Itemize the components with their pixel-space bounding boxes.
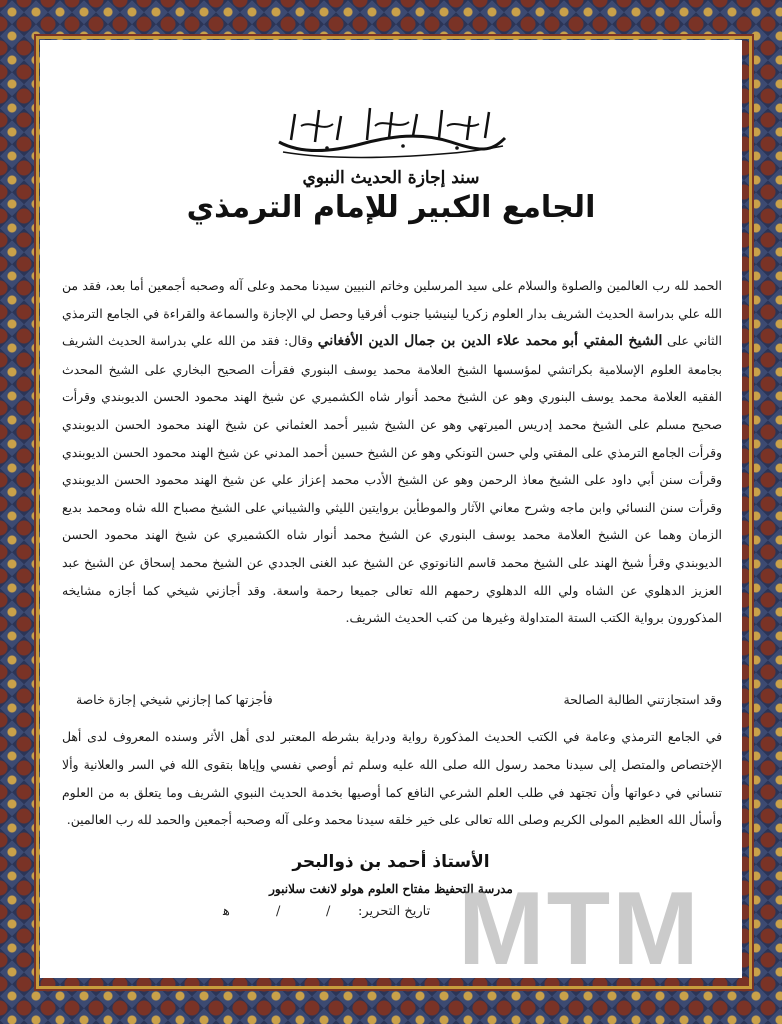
basmala-calligraphy [271, 102, 511, 160]
hijri-marker: ﻫ [223, 904, 230, 919]
request-text: وقد استجازتني الطالبة الصالحة [563, 692, 722, 707]
school-name: مدرسة التحفيظ مفتاح العلوم هولو لانغت سلانبور [269, 882, 513, 896]
teacher-name: الشيخ المفتي أبو محمد علاء الدين بن جمال الدين الأفغاني [317, 333, 663, 350]
certificate-page [40, 40, 742, 978]
granted-text: فأجزتها كما إجازني شيخي إجازة خاصة [76, 692, 273, 707]
date-separator: / [326, 904, 331, 919]
paragraph-chain: وقال: فقد من الله علي بدراسة الحديث الشريف بجامعة العلوم الإسلامية بكراتشي لمؤسسها الشيخ العلامة محمد يوسف البنوري فقرأت الصحيح البخاري على الشيخ المحدث الفقيه العلامة محمد يوسف البنوري وهو عن الشيخ محمد أنوار شاه الكشميري عن شيخ الهند محمود الحسن الديوبندي وقرأت صحيح مسلم على الشيخ محمد إدريس الميرتهي وهو عن الشيخ شبير أحمد العثماني عن شيخ الهند محمود الحسن الديوبندي وقرأت الجامع الترمذي على المفتي ولي حسن التونكي وهو عن الشيخ حسين أحمد المدني عن شيخ الهند محمود الحسن الديوبندي وقرأت سنن أبي داود على الشيخ معاذ الرحمن وهو عن الشيخ الأدب محمد إعزاز علي عن شيخ الهند محمود الحسن الديوبندي وقرأت سنن النسائي وابن ماجه وشرح معاني الآثار والموطأين بروايتين الليثي والشيباني على الشيخ مصباح الله شاه ومحمد بديع الزمان وهما عن الشيخ العلامة محمد يوسف البنوري عن الشيخ محمد أنوار شاه الكشميري عن شيخ الهند محمود الحسن الديوبندي وقرأ شيخ الهند على الشيخ محمد قاسم النانوتوي عن الشيخ عبد الغنى الجددي عن الشيخ محمد إسحاق عن الشيخ عبد العزيز الدهلوي عن الشاه ولي الله الدهلوي رحمهم الله تعالى جميعا رحمة واسعة. وقد أجازني شيخي كما أجازه مشايخه المذكورون برواية الكتب الستة المتداولة وغيرها من كتب الحديث الشريف. [62, 333, 722, 626]
paragraph-intro: الحمد لله رب العالمين والصلوة والسلام على سيد المرسلين وخاتم النبيين سيدنا محمد وعلى آله وصحبه أجمعين أما بعد، فقد من الله علي بدراسة الحديث الشريف بدار العلوم زكريا لينيشيا جنوب أفرقيا وحصل لي الإجازة والسماعة والقراءة في الجامع الترمذي الثاني على [62, 278, 722, 349]
page-title: الجامع الكبير للإمام الترمذي [186, 190, 596, 225]
closing-paragraph: في الجامع الترمذي وعامة في الكتب الحديث المذكورة رواية ودراية بشرطه المعتبر لدى أهل الأثر وسنده المعروف لدى أهل الإختصاص والمتصل إلى سيدنا محمد رسول الله صلى الله عليه وسلم ثم أوصي نفسي وإياها بتقوى الله في السر والعلانية وألا تنساني في دعواتها وأن تجتهد في طلب العلم الشرعي النافع كما أوصيها بخدمة الحديث النبوي الشريف وما يتعلق به من العلوم وأسأل الله العظيم المولى الكريم وصلى الله تعالى على خير خلقه سيدنا محمد وعلى آله وصحبه أجمعين والحمد لله رب العالمين. [62, 729, 722, 828]
license-request-line [40, 692, 742, 716]
date-separator: / [276, 904, 281, 919]
watermark: MTM [458, 871, 701, 987]
subtitle: سند إجازة الحديث النبوي [302, 168, 480, 188]
date-label: تاريخ التحرير: [358, 904, 431, 919]
signatory-name: الأستاذ أحمد بن ذوالبحر [292, 852, 490, 872]
main-paragraph [62, 272, 722, 632]
